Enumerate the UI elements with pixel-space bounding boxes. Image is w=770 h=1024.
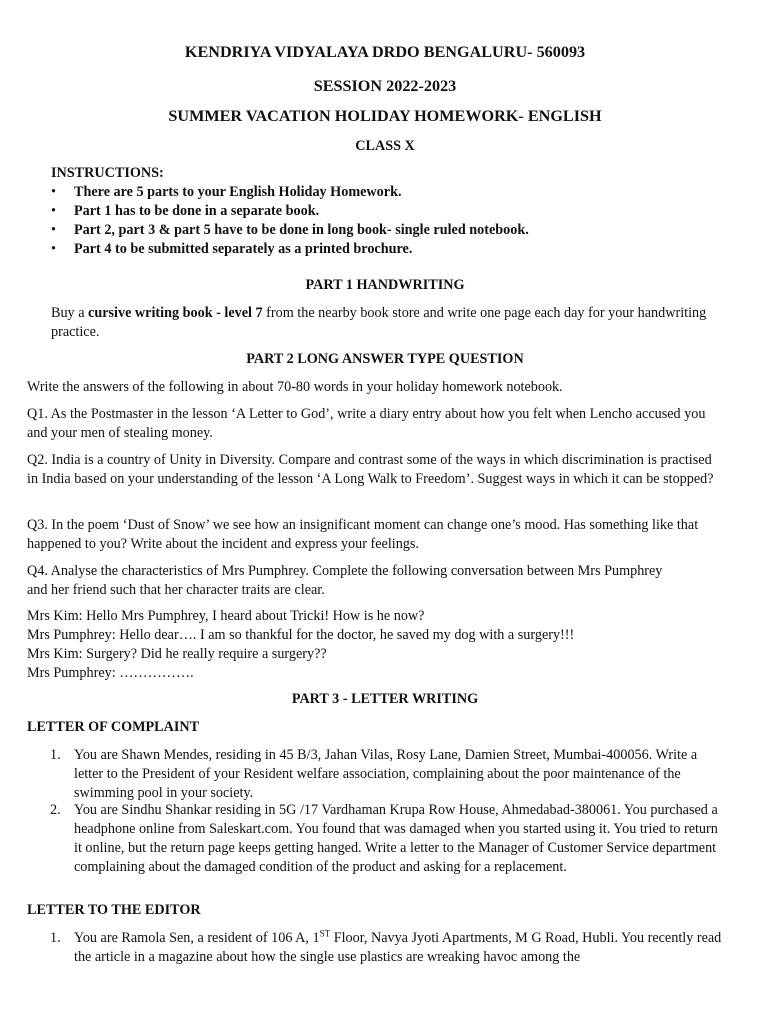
list-number: 1. — [50, 930, 61, 946]
instruction-item: Part 4 to be submitted separately as a printed brochure. — [74, 241, 413, 257]
bullet-icon: • — [51, 222, 56, 238]
dialogue-line: Mrs Pumphrey: ……………. — [27, 665, 194, 681]
editor-item — [74, 929, 724, 967]
question-3: Q3. In the poem ‘Dust of Snow’ we see how an insignificant moment can change one’s mood. Has something like that happened to you? Write about the incident and express your feelings. — [27, 517, 699, 552]
part2-intro: Write the answers of the following in about 70-80 words in your holiday homework notebook. — [27, 379, 563, 395]
part1-text-a: Buy a — [51, 305, 89, 321]
part1-text — [51, 304, 731, 342]
bullet-icon: • — [51, 184, 56, 200]
list-number: 2. — [50, 802, 61, 818]
instruction-item: Part 2, part 3 & part 5 have to be done in long book- single ruled notebook. — [74, 222, 529, 238]
document-title: SUMMER VACATION HOLIDAY HOMEWORK- ENGLISH — [168, 107, 602, 125]
part1-text-b: from the nearby book store and write one page each day for your handwriting practice. — [51, 305, 707, 340]
bullet-icon: • — [51, 241, 56, 257]
instruction-item: Part 1 has to be done in a separate book. — [74, 203, 320, 219]
instructions-heading: INSTRUCTIONS: — [51, 165, 164, 181]
instruction-item: There are 5 parts to your English Holiday Homework. — [74, 184, 402, 200]
dialogue-line: Mrs Kim: Hello Mrs Pumphrey, I heard about Tricki! How is he now? — [27, 608, 425, 624]
question-4: Q4. Analyse the characteristics of Mrs Pumphrey. Complete the following conversation between Mrs Pumphrey and her friend such that her character traits are clear. — [27, 563, 663, 598]
list-number: 1. — [50, 747, 61, 763]
question-1: Q1. As the Postmaster in the lesson ‘A Letter to God’, write a diary entry about how you felt when Lencho accused you and your men of stealing money. — [27, 406, 706, 441]
part3-heading: PART 3 - LETTER WRITING — [291, 691, 479, 707]
dialogue-line: Mrs Kim: Surgery? Did he really require a surgery?? — [27, 646, 327, 662]
part1-heading: PART 1 HANDWRITING — [305, 277, 465, 293]
part2-heading: PART 2 LONG ANSWER TYPE QUESTION — [246, 351, 524, 367]
editor-item-sup: ST — [319, 928, 331, 939]
editor-item-text-a: You are Ramola Sen, a resident of 106 A, 1 — [74, 930, 320, 946]
bullet-icon: • — [51, 203, 56, 219]
session-line: SESSION 2022-2023 — [313, 77, 457, 95]
question-2: Q2. India is a country of Unity in Diversity. Compare and contrast some of the ways in which discrimination is practised in India based on your understanding of the lesson ‘A Long Walk to Freedom’. Suggest ways in which it can be stopped? — [27, 452, 714, 487]
class-line: CLASS X — [355, 138, 415, 154]
complaint-heading: LETTER OF COMPLAINT — [27, 719, 200, 735]
school-name: KENDRIYA VIDYALAYA DRDO BENGALURU- 560093 — [184, 43, 586, 61]
editor-heading: LETTER TO THE EDITOR — [27, 902, 201, 918]
dialogue-line: Mrs Pumphrey: Hello dear…. I am so thankful for the doctor, he saved my dog with a surgery!!! — [27, 627, 575, 643]
complaint-item: You are Shawn Mendes, residing in 45 B/3, Jahan Vilas, Rosy Lane, Damien Street, Mumbai-400056. Write a letter to the President of your Resident welfare association, complaining about the poor maintenance of the swimming pool in your society. — [74, 747, 698, 801]
part1-book-name: cursive writing book - level 7 — [88, 305, 263, 321]
complaint-item: You are Sindhu Shankar residing in 5G /17 Vardhaman Krupa Row House, Ahmedabad-380061. You purchased a headphone online from Saleskart.com. You found that was damaged when you started using it. You tried to return it online, but the return page keeps getting hanged. Write a letter to the Manager of Customer Service department complaining about the damaged condition of the product and asking for a replacement. — [74, 802, 718, 875]
editor-item-text-b: Floor, Navya Jyoti Apartments, M G Road, Hubli. You recently read the article in a magazine about how the single use plastics are wreaking havoc among the — [74, 930, 722, 965]
